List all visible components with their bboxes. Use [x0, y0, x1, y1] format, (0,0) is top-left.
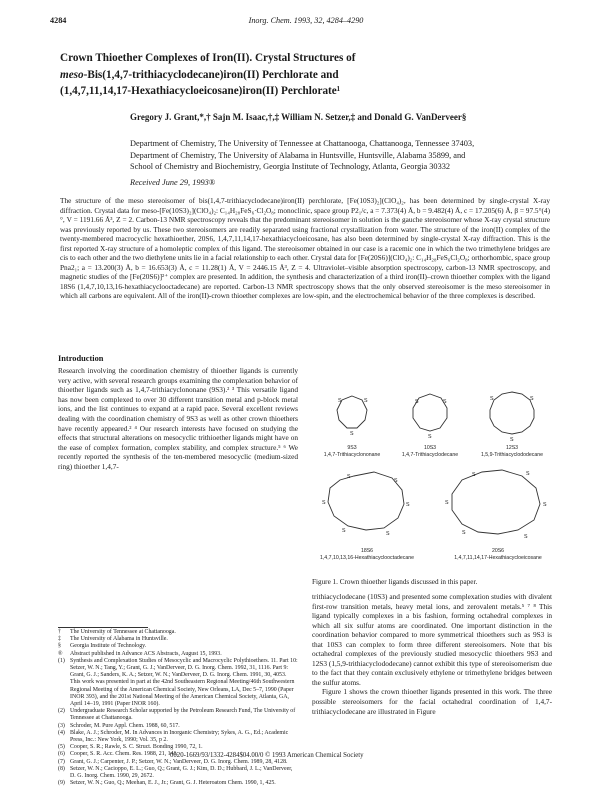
footnote-text: Synthesis and Complexation Studies of Mesocyclic and Macrocyclic Polythioethers. 11. Part 10: Setzer, W. N.; Tang, Y.; Grant, G. J.; VanDerveer, D. G. Inorg. Chem. 1992, 31, 1116. Part 9: Grant, G. J.; Sanders, K. A.; Setzer, W. N.; VanDerveer, D. G. Inorg. Chem. 1991, 30, 4053. This work was presented in part at the 42nd Southeastern Regional Meeting/46th Southwestern Regional Meeting of the American Chemical Society, New Orleans, LA, Dec 5–7, 1990 (Paper INOR 393), and the 201st National Meeting of the American Chemical Society, Atlanta, GA, April 14–19, 1991 (Paper INOR 160). [70, 657, 298, 708]
sulfur-atom: S [472, 472, 476, 478]
footnote-text: Abstract published in Advance ACS Abstracts, August 15, 1993. [70, 650, 222, 657]
footnote [58, 759, 298, 766]
footnote-text: Blake, A. J.; Schroder, M. In Advances in Inorganic Chemistry; Sykes, A. G., Ed.; Academic Press, Inc.: New York, 1990; Vol. 35, p 2. [70, 729, 289, 744]
sulfur-atom: S [543, 502, 547, 508]
footnote-mark: (8) [58, 765, 65, 772]
footnote-text: Grant, G. J.; Carpenter, J. P.; Setzer, W. N.; VanDerveer, D. G. Inorg. Chem. 1989, 28, 4128. [70, 758, 288, 765]
title-line-3: (1,4,7,11,14,17-Hexathiacycloeicosane)iron(II) Perchlorate¹ [60, 85, 341, 97]
sulfur-atom: S [462, 530, 466, 536]
ligand-name-20s6: 1,4,7,11,14,17-Hexathiacycloeicosane [454, 555, 542, 561]
footnote-mark: (3) [58, 722, 65, 729]
journal-citation: Inorg. Chem. 1993, 32, 4284–4290 [248, 16, 364, 25]
footnote-text: Georgia Institute of Technology. [70, 643, 147, 650]
footnote [58, 723, 298, 730]
sulfur-atom: S [526, 471, 530, 477]
footnotes [58, 629, 298, 787]
title-line-1: Crown Thioether Complexes of Iron(II). Crystal Structures of [60, 52, 356, 64]
introduction-heading: Introduction [58, 354, 104, 363]
footnote-mark: (2) [58, 708, 65, 715]
footnote-mark: § [58, 643, 61, 650]
running-head [50, 16, 562, 28]
ligand-label-18s6: 18S6 [360, 548, 374, 554]
paragraph: Figure 1 shows the crown thioether ligands presented in this work. The three possible stereoisomers for the facial octahedral coordination of 1,4,7-trithiacyclodecane are illustrated in Figure [312, 687, 552, 716]
ligand-label-12s3: 12S3 [505, 445, 519, 451]
footnote-mark: (7) [58, 758, 65, 765]
footnote [58, 658, 298, 708]
sulfur-atom: S [530, 396, 534, 402]
title-line-2-rest: -Bis(1,4,7-trithiacyclodecane)iron(II) Perchlorate and [83, 68, 339, 81]
footnote-text: Cooper, S. R. Acc. Chem. Res. 1988, 21, 141. [70, 751, 178, 758]
affiliation-line: Department of Chemistry, The University of Alabama in Huntsville, Huntsville, Alabama 35899, and [130, 150, 466, 160]
footnote-text: Schroder, M. Pure Appl. Chem. 1988, 60, 517. [70, 722, 180, 729]
footnote-mark: (9) [58, 780, 65, 787]
footnote-text: Setzer, W. N.; Cacioppo, E. L.; Guo, Q.; Grant, G. J.; Kim, D. D.; Hubbard, J. L.; VanDerveer, D. G. Inorg. Chem. 1990, 29, 2672. [70, 765, 293, 780]
paragraph: trithiacyclodecane (10S3) and presented some complexation studies with divalent first-row transition metals, heavy metal ions, and zerovalent metals.⁵ ⁷ ⁸ This ligand typically complexes in a bis fashion, forming octahedral complexes in which all six sulfur atoms are coordinated. One important distinction in the coordination behavior compared to more symmetrical thioethers such as 9S3 is that 10S3 can complex to form three different stereoisomers. Note that bis octahedral complexes of the previously studied mesocyclic thioethers 9S3 and 12S3 (1,5,9-trithiacyclododecane) cannot exhibit this type of stereoisomerism due to the fact that they contain exclusively ethylene or trimethylene bridges between the sulfur atoms. [312, 592, 552, 687]
footnote-mark: (1) [58, 657, 65, 664]
footnote-text: Undergraduate Research Scholar supported by the Petroleum Research Fund, The University of Tennessee at Chattanooga. [70, 708, 296, 722]
sulfur-atom: S [524, 534, 528, 540]
ligand-name-18s6: 1,4,7,10,13,16-Hexathiacyclooctadecane [319, 555, 415, 561]
page-number: 4284 [50, 16, 67, 25]
figure-caption: Figure 1. Crown thioether ligands discussed in this paper. [312, 578, 478, 586]
sulfur-atom: S [322, 500, 326, 506]
footnote [58, 708, 298, 722]
abstract: The structure of the meso stereoisomer of bis(1,4,7-trithiacyclodecane)iron(II) perchlorate, [Fe(10S3)₂](ClO₄)₂, has been determined by single-crystal X-ray diffraction. Crystal data for meso-[Fe(10S3)₂](ClO₄)₂: C₁₄H₂₈FeS₆·Cl₂O₈; monoclinic, space group P2₁/c, a = 7.373(4) Å, b = 9.482(4) Å, c = 17.205(6) Å, β = 97.5°(4)°, V = 1191.66 Å³, Z = 2. Carbon-13 NMR spectroscopy reveals that the predominant stereoisomer in solution is the gauche stereoisomer whose X-ray crystal structure was previously reported by us. These two stereoisomers are readily separated using fractional crystallization from water. The structure of the iron(II) complex of the twenty-membered macrocyclic hexathioether, 20S6, 1,4,7,11,14,17-hexathiacycloeicosane, has also been determined by single-crystal X-ray diffraction. This is the first reported X-ray structure of a homoleptic complex of this ligand. The stereoisomer obtained in our case is a racemic one in which the two trimethylene bridges are cis to each other and the two diethylene units lie in a facial relationship to each other. Crystal data for [Fe(20S6)](ClO₄)₂: C₁₄H₂₈FeS₆Cl₂O₈; orthorhombic, space group Pna2₁; a = 13.200(3) Å, b = 16.653(3) Å, c = 11.28(1) Å, V = 2446.15 Å³, Z = 4. Ultraviolet–visible absorption spectroscopy, carbon-13 NMR spectroscopy, and magnetic studies of the [Fe(20S6)]²⁺ complex are presented. In addition, the synthesis and characterization of a third iron(II)–crown thioether complex with the ligand 18S6 (1,4,7,10,13,16-hexathiacyclooctadecane) are reported. Carbon-13 NMR spectroscopy shows that the only observed stereoisomer is the meso stereoisomer in which all carbons are equivalent. All of the iron(II)-crown thioether complexes are low-spin, and the electrochemical behavior of the three complexes is described. [60, 196, 550, 301]
footnote-text: The University of Tennessee at Chattanooga. [70, 629, 176, 635]
sulfur-atom: S [510, 437, 514, 443]
ligand-structures-diagram [312, 358, 560, 574]
footnote-mark: ‡ [58, 636, 61, 643]
footnote [58, 730, 298, 744]
sulfur-atom: S [364, 398, 368, 404]
ligand-label-20s6: 20S6 [491, 548, 505, 554]
footnote-mark: (6) [58, 751, 65, 758]
figure-1 [312, 358, 560, 574]
sulfur-atom: S [406, 502, 410, 508]
sulfur-atom: S [342, 528, 346, 534]
footnote [58, 744, 298, 751]
footnote [58, 651, 298, 658]
affiliations [130, 138, 550, 173]
footnote-divider [58, 627, 148, 628]
footnote-mark: † [58, 629, 61, 635]
sulfur-atom: S [386, 531, 390, 537]
ligand-name-12s3: 1,5,9-Trithiacyclododecane [480, 452, 544, 458]
footnote [58, 643, 298, 650]
footnote-text: The University of Alabama in Huntsville. [70, 636, 168, 643]
ring-18s6 [328, 472, 404, 530]
sulfur-atom: S [445, 500, 449, 506]
sulfur-atom: S [394, 478, 398, 484]
sulfur-atom: S [347, 474, 351, 480]
sulfur-atom: S [350, 431, 354, 437]
affiliation-line: School of Chemistry and Biochemistry, Georgia Institute of Technology, Atlanta, Georgia 30332 [130, 162, 451, 171]
title-meso: meso [60, 68, 84, 81]
sulfur-atom: S [490, 396, 494, 402]
footnote-text: Setzer, W. N.; Guo, Q.; Meehan, E. J., Jr.; Grant, G. J. Heteroatom Chem. 1990, 1, 425. [70, 780, 276, 787]
ligand-name-9s3: 1,4,7-Trithiacyclononane [323, 452, 381, 458]
title-line-2 [60, 67, 540, 84]
article-title [60, 50, 540, 100]
footnote-mark: (4) [58, 729, 65, 736]
sulfur-atom: S [338, 398, 342, 404]
ligand-label-9s3: 9S3 [347, 445, 357, 451]
footnote-mark: ® [58, 650, 63, 657]
ligand-name-10s3: 1,4,7-Trithiacyclodecane [401, 452, 459, 458]
footnote-text: Cooper, S. R.; Rawle, S. C. Struct. Bonding 1990, 72, 1. [70, 744, 203, 751]
ring-12s3 [490, 392, 534, 434]
sulfur-atom: S [415, 399, 419, 405]
sulfur-atom: S [443, 399, 447, 405]
introduction-text: Research involving the coordination chemistry of thioether ligands is currently very active, with several research groups examining the complexation behavior of thioether ligands such as 1,4,7-trithiacyclononane (9S3).² ³ This versatile ligand has now been complexed to over 30 different transition metal and p-block metal ions, and the list continues to expand at a rapid pace. Several excellent reviews dealing with the coordination chemistry of 9S3 as well as other crown thioethers have recently appeared.² ⁴ Our research interests have focused on studying the effects that structural alterations on mesocyclic trithioether ligands might have on the ease of complex formation, complex stability, and complex structure.⁵ ⁶ We recently reported the synthesis of the ten-membered mesocyclic (medium-sized ring) thioether 1,4,7- [58, 366, 298, 471]
sulfur-atom: S [428, 434, 432, 440]
footnote [58, 780, 298, 787]
footnote-mark: (5) [58, 744, 65, 751]
ring-20s6 [452, 470, 540, 534]
received-date: Received June 29, 1993® [130, 178, 216, 187]
affiliation-line: Department of Chemistry, The University of Tennessee at Chattanooga, Chattanooga, Tennessee 37403, [130, 139, 475, 148]
ligand-label-10s3: 10S3 [423, 445, 437, 451]
right-column-text [312, 592, 552, 716]
copyright-line: 0020-1669/93/1332-4284$04.00/0 © 1993 American Chemical Society [170, 752, 364, 759]
author-list: Gregory J. Grant,*,† Sajn M. Isaac,†,‡ William N. Setzer,‡ and Donald G. VanDerveer§ [130, 112, 467, 122]
footnote [58, 766, 298, 780]
